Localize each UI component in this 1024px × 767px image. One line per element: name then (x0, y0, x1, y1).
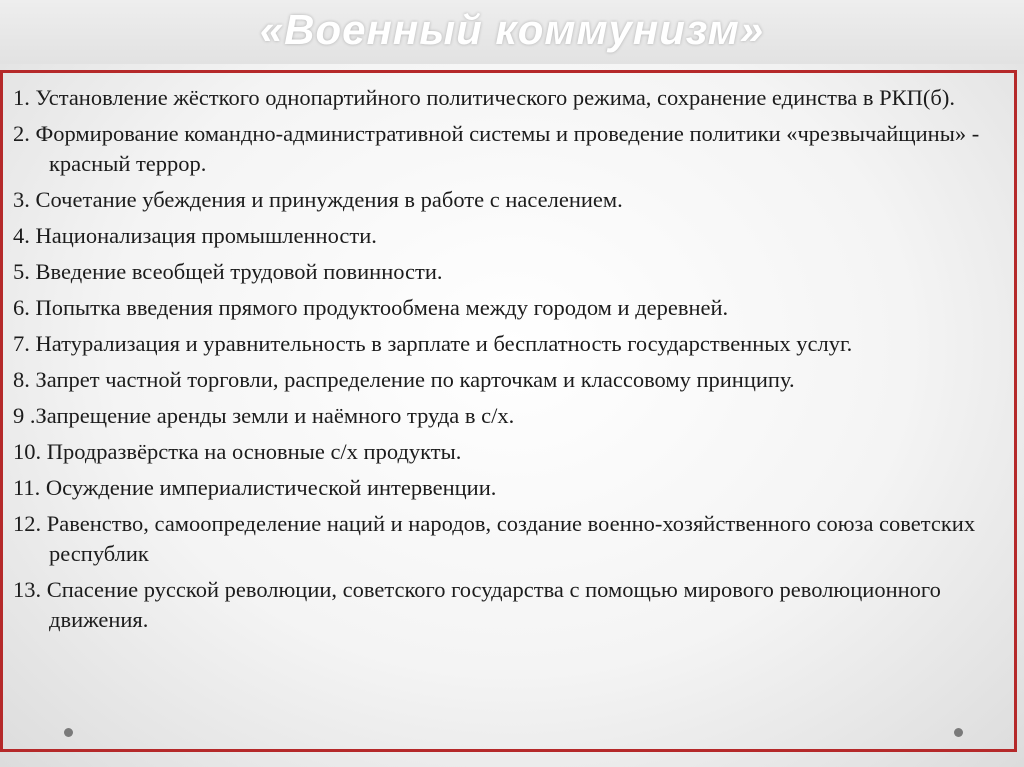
decorative-dot-right (954, 728, 963, 737)
list-item: 12. Равенство, самоопределение наций и народов, создание военно-хозяйственного союза советских республик (13, 511, 976, 566)
list-item: 3. Сочетание убеждения и принуждения в работе с населением. (13, 187, 623, 212)
list-item: 7. Натурализация и уравнительность в зарплате и бесплатность государственных услуг. (13, 331, 853, 356)
list-item: 4. Национализация промышленности. (13, 223, 377, 248)
list-item: 11. Осуждение империалистической интервенции. (13, 475, 497, 500)
list-item: 1. Установление жёсткого однопартийного политического режима, сохранение единства в РКП(б). (13, 85, 955, 110)
decorative-dot-left (64, 728, 73, 737)
list-item: 5. Введение всеобщей трудовой повинности. (13, 259, 443, 284)
content-frame (0, 70, 1017, 752)
list-item: 6. Попытка введения прямого продуктообмена между городом и деревней. (13, 295, 729, 320)
list-item: 9 .Запрещение аренды земли и наёмного труда в с/х. (13, 403, 515, 428)
item-list (13, 83, 1003, 641)
list-item: 13. Спасение русской революции, советского государства с помощью мирового революционного движения. (13, 577, 941, 632)
list-item: 10. Продразвёрстка на основные с/х продукты. (13, 439, 462, 464)
list-item: 2. Формирование командно-административной системы и проведение политики «чрезвычайщины» - красный террор. (13, 121, 980, 176)
list-item: 8. Запрет частной торговли, распределение по карточкам и классовому принципу. (13, 367, 795, 392)
slide-title: «Военный коммунизм» (259, 6, 765, 53)
